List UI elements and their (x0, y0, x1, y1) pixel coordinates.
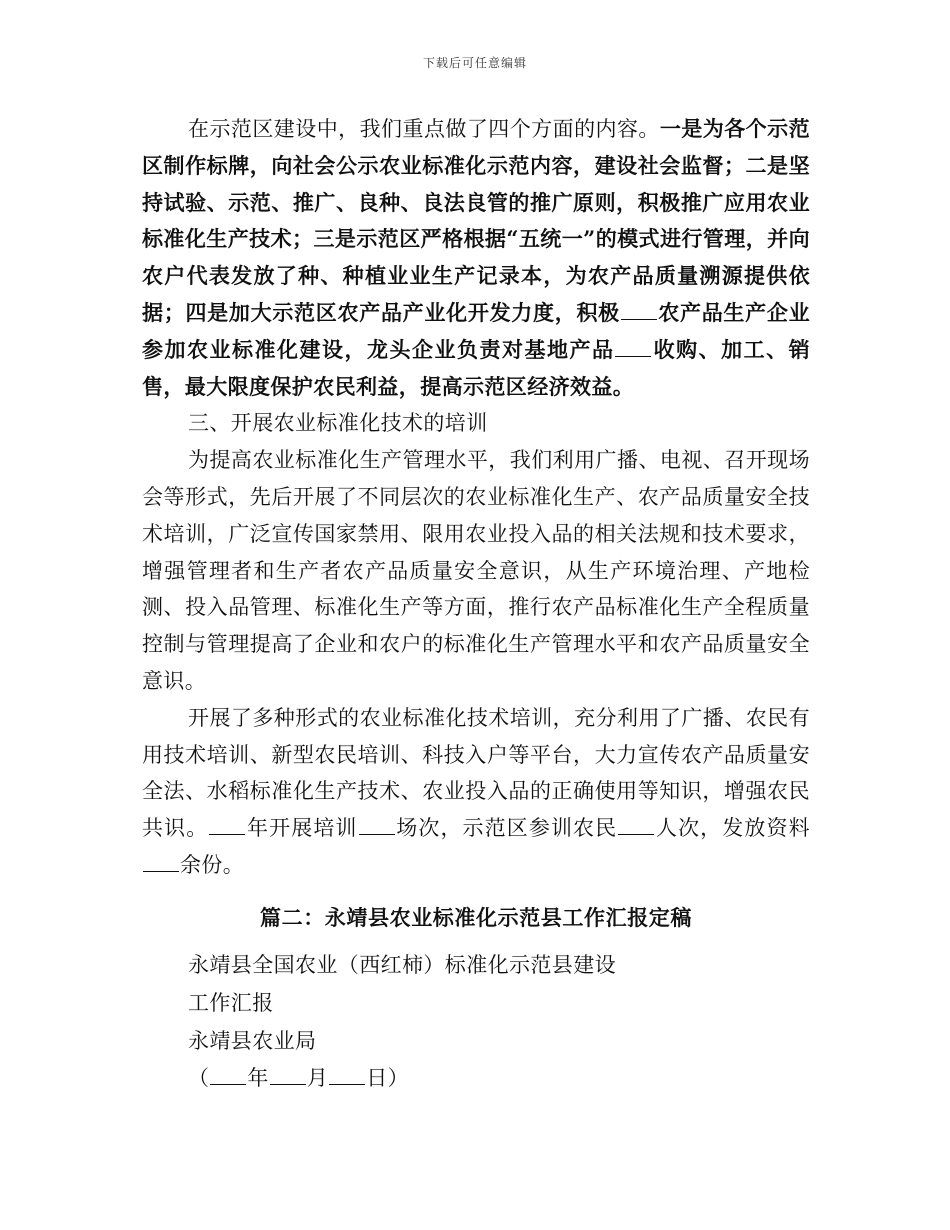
section-heading-training: 三、开展农业标准化技术的培训 (188, 411, 488, 436)
paragraph-training-forms (142, 700, 810, 884)
paragraph-text: 年开展培训 (246, 816, 358, 841)
date-open-paren: （ (188, 1066, 210, 1091)
paragraph-bold-text: 一是为各个示范区制作标牌，向社会公示农业标准化示范内容，建设社会监督；二是坚持试验、示范、推广、良种、良法良管的推广原则，积极推广应用农业标准化生产技术；三是示范区严格根据“五统一”的模式进行管理，并向农户代表发放了种、种植业业生产记录本，为农产品质量溯源提供依据；四是加大示范区农产品产业化开发力度，积极 (142, 116, 810, 325)
date-day-label: 日） (366, 1066, 410, 1091)
paragraph-text: 场次，示范区参训农民 (395, 816, 618, 841)
paragraph-intro-text: 在示范区建设中，我们重点做了四个方面的内容。 (188, 117, 660, 141)
document-body (142, 111, 810, 884)
paragraph-training-overview: 为提高农业标准化生产管理水平，我们利用广播、电视、召开现场会等形式，先后开展了不同层次的农业标准化生产、农产品质量安全技术培训，广泛宣传国家禁用、限用农业投入品的相关法规和技术要求，增强管理者和生产者农产品质量安全意识，从生产环境治理、产地检测、投入品管理、标准化生产等方面，推行农产品标准化生产全程质量控制与管理提高了企业和农户的标准化生产管理水平和农产品质量安全意识。 (142, 448, 810, 693)
paragraph-bold-text: 收购、加工、销售，最大限度保护农民利益，提高示范区经济效益。 (142, 336, 810, 399)
blank-field (329, 1064, 365, 1085)
blank-field (209, 814, 245, 835)
paragraph-bold-text: 农产品生产企业参加农业标准化建设，龙头企业负责对基地产品 (142, 299, 810, 362)
blank-field (210, 1064, 246, 1085)
report-info-block (188, 947, 810, 1098)
blank-field (618, 814, 654, 835)
report-date-line (188, 1060, 810, 1098)
blank-field (621, 299, 657, 320)
blank-field (270, 1064, 306, 1085)
blank-field (615, 336, 651, 357)
paragraph-demonstration-work (142, 111, 810, 405)
page-header-note: 下载后可任意编辑 (422, 56, 527, 70)
chapter-title: 篇二：永靖县农业标准化示范县工作汇报定稿 (260, 906, 692, 930)
blank-field (143, 851, 179, 872)
paragraph-text: 人次，发放资料 (655, 816, 810, 841)
report-author-line: 永靖县农业局 (188, 1028, 317, 1053)
date-month-label: 月 (306, 1066, 329, 1091)
paragraph-text: 余份。 (180, 852, 245, 877)
paragraph-text: 开展了多种形式的农业标准化技术培训，充分利用了广播、农民有用技术培训、新型农民培训、科技入户等平台，大力宣传农产品质量安全法、水稻标准化生产技术、农业投入品的正确使用等知识，增强农民共识。 (142, 705, 810, 841)
report-type-line: 工作汇报 (188, 990, 274, 1015)
blank-field (359, 814, 395, 835)
date-year-label: 年 (247, 1066, 269, 1091)
report-subject-line: 永靖县全国农业（西红柿）标准化示范县建设 (188, 953, 616, 977)
